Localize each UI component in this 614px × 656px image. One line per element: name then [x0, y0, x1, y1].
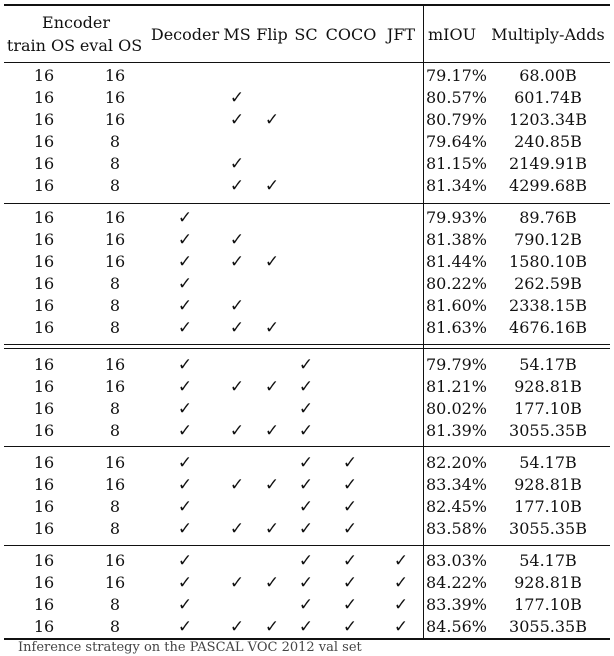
cell-train-os: 16 [33, 176, 55, 195]
cell-miou: 79.64% [426, 132, 488, 151]
header-rule [4, 62, 610, 63]
col-header-ms: MS [223, 25, 251, 44]
cell-miou: 83.39% [426, 595, 488, 614]
cell-train-os: 16 [33, 399, 55, 418]
cell-sc: ✓ [298, 551, 314, 571]
cell-train-os: 16 [33, 377, 55, 396]
cell-ms: ✓ [229, 318, 245, 338]
cell-miou: 81.38% [426, 230, 488, 249]
cell-train-os: 16 [33, 274, 55, 293]
cell-ms: ✓ [229, 519, 245, 539]
cell-multiply-adds: 177.10B [514, 595, 582, 614]
cell-train-os: 16 [33, 252, 55, 271]
cell-coco: ✓ [342, 475, 358, 495]
cell-train-os: 16 [33, 132, 55, 151]
col-header-eval-os: eval OS [79, 36, 143, 55]
cell-coco: ✓ [342, 551, 358, 571]
cell-multiply-adds: 3055.35B [509, 421, 587, 440]
cell-miou: 80.57% [426, 88, 488, 107]
col-header-jft: JFT [386, 25, 416, 44]
cell-decoder: ✓ [177, 399, 193, 419]
cell-miou: 81.39% [426, 421, 488, 440]
col-header-multiply-adds: Multiply-Adds [491, 25, 605, 44]
cell-flip: ✓ [264, 110, 280, 130]
cell-ms: ✓ [229, 154, 245, 174]
encoder-group-header: Encoder [42, 13, 110, 32]
group-rule-3 [4, 446, 610, 447]
cell-miou: 79.17% [426, 66, 488, 85]
cell-miou: 82.45% [426, 497, 488, 516]
cell-miou: 79.93% [426, 208, 488, 227]
cell-multiply-adds: 177.10B [514, 399, 582, 418]
cell-miou: 80.79% [426, 110, 488, 129]
cell-multiply-adds: 2149.91B [509, 154, 587, 173]
cell-sc: ✓ [298, 519, 314, 539]
cell-eval-os: 8 [109, 617, 121, 636]
cell-multiply-adds: 177.10B [514, 497, 582, 516]
cell-ms: ✓ [229, 230, 245, 250]
cell-flip: ✓ [264, 377, 280, 397]
cell-flip: ✓ [264, 573, 280, 593]
cell-train-os: 16 [33, 66, 55, 85]
cell-jft: ✓ [393, 551, 409, 571]
cell-eval-os: 16 [104, 475, 126, 494]
cell-eval-os: 16 [104, 230, 126, 249]
cell-eval-os: 16 [104, 355, 126, 374]
cell-eval-os: 16 [104, 110, 126, 129]
col-header-sc: SC [294, 25, 318, 44]
cell-multiply-adds: 601.74B [514, 88, 582, 107]
cell-decoder: ✓ [177, 573, 193, 593]
cell-miou: 81.21% [426, 377, 488, 396]
cell-decoder: ✓ [177, 453, 193, 473]
cell-train-os: 16 [33, 573, 55, 592]
cell-eval-os: 8 [109, 318, 121, 337]
cell-miou: 81.44% [426, 252, 488, 271]
cell-multiply-adds: 54.17B [519, 453, 577, 472]
cell-ms: ✓ [229, 176, 245, 196]
cell-ms: ✓ [229, 296, 245, 316]
cell-flip: ✓ [264, 252, 280, 272]
cell-decoder: ✓ [177, 595, 193, 615]
cell-decoder: ✓ [177, 497, 193, 517]
cell-multiply-adds: 1203.34B [509, 110, 587, 129]
cell-flip: ✓ [264, 176, 280, 196]
col-header-flip: Flip [256, 25, 288, 44]
cell-train-os: 16 [33, 497, 55, 516]
cell-multiply-adds: 790.12B [514, 230, 582, 249]
cell-sc: ✓ [298, 355, 314, 375]
cell-decoder: ✓ [177, 475, 193, 495]
cell-coco: ✓ [342, 617, 358, 637]
cell-eval-os: 8 [109, 421, 121, 440]
cell-eval-os: 8 [109, 519, 121, 538]
cell-coco: ✓ [342, 573, 358, 593]
cell-eval-os: 8 [109, 132, 121, 151]
cell-miou: 80.02% [426, 399, 488, 418]
cell-decoder: ✓ [177, 355, 193, 375]
cell-decoder: ✓ [177, 551, 193, 571]
cell-coco: ✓ [342, 453, 358, 473]
cell-multiply-adds: 4299.68B [509, 176, 587, 195]
cell-miou: 83.34% [426, 475, 488, 494]
cell-decoder: ✓ [177, 377, 193, 397]
cell-eval-os: 16 [104, 252, 126, 271]
cell-multiply-adds: 4676.16B [509, 318, 587, 337]
cell-miou: 81.34% [426, 176, 488, 195]
cell-multiply-adds: 54.17B [519, 551, 577, 570]
cell-miou: 79.79% [426, 355, 488, 374]
cell-sc: ✓ [298, 617, 314, 637]
group-rule-4 [4, 545, 610, 546]
cell-miou: 80.22% [426, 274, 488, 293]
cell-multiply-adds: 89.76B [519, 208, 577, 227]
cell-multiply-adds: 928.81B [514, 377, 582, 396]
cell-train-os: 16 [33, 519, 55, 538]
cell-coco: ✓ [342, 595, 358, 615]
cell-multiply-adds: 1580.10B [509, 252, 587, 271]
cell-sc: ✓ [298, 377, 314, 397]
cell-flip: ✓ [264, 617, 280, 637]
cell-train-os: 16 [33, 110, 55, 129]
cell-eval-os: 8 [109, 497, 121, 516]
cell-miou: 82.20% [426, 453, 488, 472]
cell-flip: ✓ [264, 475, 280, 495]
cell-multiply-adds: 240.85B [514, 132, 582, 151]
cell-multiply-adds: 68.00B [519, 66, 577, 85]
cell-eval-os: 8 [109, 274, 121, 293]
cell-decoder: ✓ [177, 252, 193, 272]
cell-decoder: ✓ [177, 230, 193, 250]
cell-train-os: 16 [33, 318, 55, 337]
cell-train-os: 16 [33, 208, 55, 227]
cell-eval-os: 16 [104, 66, 126, 85]
cell-eval-os: 16 [104, 573, 126, 592]
cell-train-os: 16 [33, 595, 55, 614]
cell-ms: ✓ [229, 617, 245, 637]
cell-flip: ✓ [264, 519, 280, 539]
cell-train-os: 16 [33, 355, 55, 374]
cell-jft: ✓ [393, 617, 409, 637]
cell-sc: ✓ [298, 573, 314, 593]
cell-miou: 83.58% [426, 519, 488, 538]
cell-train-os: 16 [33, 475, 55, 494]
cell-sc: ✓ [298, 497, 314, 517]
cell-eval-os: 8 [109, 176, 121, 195]
cell-flip: ✓ [264, 318, 280, 338]
col-header-decoder: Decoder [150, 25, 220, 44]
cell-sc: ✓ [298, 453, 314, 473]
vertical-separator [423, 6, 424, 639]
cell-multiply-adds: 262.59B [514, 274, 582, 293]
cell-eval-os: 8 [109, 595, 121, 614]
cell-miou: 84.56% [426, 617, 488, 636]
cell-train-os: 16 [33, 453, 55, 472]
cell-ms: ✓ [229, 88, 245, 108]
cell-train-os: 16 [33, 154, 55, 173]
cell-ms: ✓ [229, 475, 245, 495]
cell-jft: ✓ [393, 573, 409, 593]
cell-decoder: ✓ [177, 318, 193, 338]
cell-eval-os: 8 [109, 296, 121, 315]
cell-decoder: ✓ [177, 274, 193, 294]
col-header-miou: mIOU [427, 25, 477, 44]
group-rule-2b [4, 348, 610, 349]
top-rule [4, 4, 610, 6]
cell-ms: ✓ [229, 252, 245, 272]
cell-decoder: ✓ [177, 208, 193, 228]
cell-eval-os: 16 [104, 208, 126, 227]
cell-multiply-adds: 3055.35B [509, 519, 587, 538]
cell-train-os: 16 [33, 230, 55, 249]
cell-sc: ✓ [298, 475, 314, 495]
cell-ms: ✓ [229, 377, 245, 397]
col-header-train-os: train OS [6, 36, 76, 55]
cell-decoder: ✓ [177, 519, 193, 539]
cell-multiply-adds: 928.81B [514, 475, 582, 494]
cell-ms: ✓ [229, 573, 245, 593]
cell-decoder: ✓ [177, 296, 193, 316]
cell-multiply-adds: 928.81B [514, 573, 582, 592]
cell-multiply-adds: 2338.15B [509, 296, 587, 315]
col-header-coco: COCO [325, 25, 377, 44]
cell-ms: ✓ [229, 110, 245, 130]
cell-jft: ✓ [393, 595, 409, 615]
cell-flip: ✓ [264, 421, 280, 441]
cell-coco: ✓ [342, 497, 358, 517]
cell-eval-os: 8 [109, 399, 121, 418]
cell-train-os: 16 [33, 617, 55, 636]
cell-miou: 81.63% [426, 318, 488, 337]
cell-multiply-adds: 54.17B [519, 355, 577, 374]
cell-sc: ✓ [298, 595, 314, 615]
cell-eval-os: 16 [104, 88, 126, 107]
cell-train-os: 16 [33, 296, 55, 315]
cell-miou: 83.03% [426, 551, 488, 570]
cell-eval-os: 16 [104, 377, 126, 396]
group-rule-1 [4, 203, 610, 204]
group-rule-2a [4, 344, 610, 345]
cell-miou: 81.15% [426, 154, 488, 173]
cell-train-os: 16 [33, 551, 55, 570]
cell-train-os: 16 [33, 88, 55, 107]
cell-eval-os: 8 [109, 154, 121, 173]
cell-miou: 84.22% [426, 573, 488, 592]
cell-train-os: 16 [33, 421, 55, 440]
cell-decoder: ✓ [177, 421, 193, 441]
cell-ms: ✓ [229, 421, 245, 441]
cell-sc: ✓ [298, 399, 314, 419]
caption-fragment: Inference strategy on the PASCAL VOC 2012 val set [18, 640, 362, 655]
cell-decoder: ✓ [177, 617, 193, 637]
cell-coco: ✓ [342, 519, 358, 539]
cell-eval-os: 16 [104, 551, 126, 570]
cell-multiply-adds: 3055.35B [509, 617, 587, 636]
cell-sc: ✓ [298, 421, 314, 441]
cell-eval-os: 16 [104, 453, 126, 472]
cell-miou: 81.60% [426, 296, 488, 315]
